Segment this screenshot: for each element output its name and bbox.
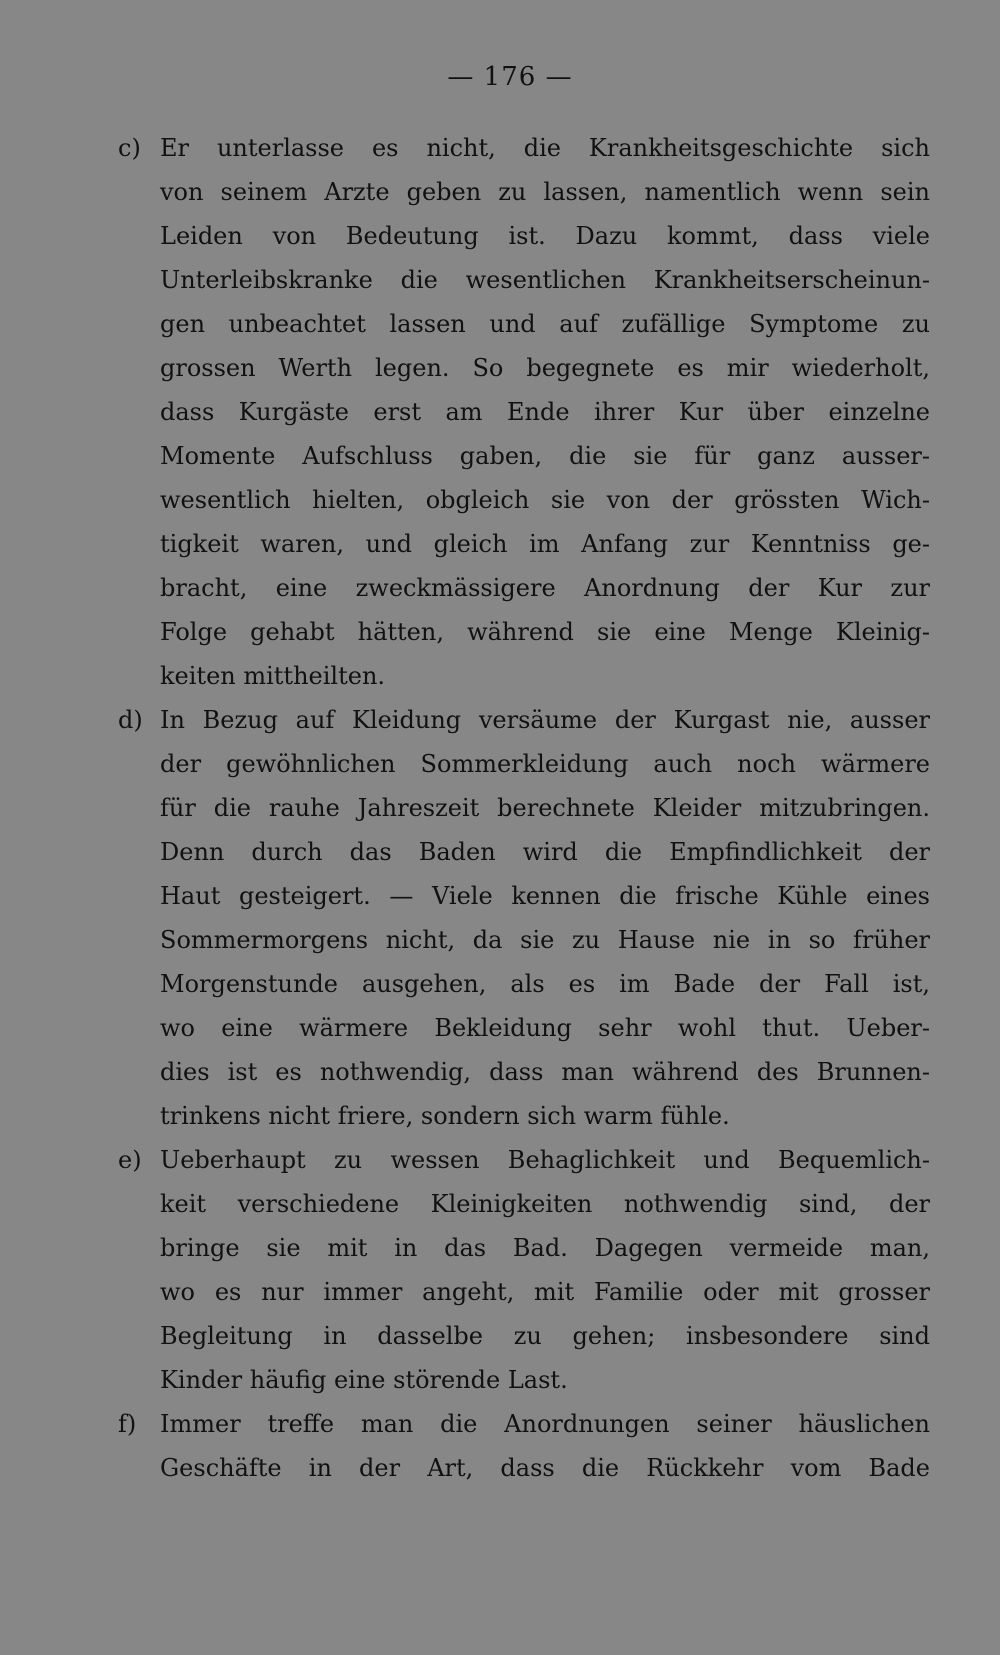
text-line: Sommermorgens nicht, da sie zu Hause nie in so früher	[160, 926, 930, 954]
text-line: Leiden von Bedeutung ist. Dazu kommt, dass viele	[160, 222, 930, 250]
text-line: Er unterlasse es nicht, die Krankheitsgeschichte sich	[160, 134, 930, 162]
text-line: von seinem Arzte geben zu lassen, namentlich wenn sein	[160, 178, 930, 206]
text-line: Immer treffe man die Anordnungen seiner häuslichen	[160, 1410, 930, 1438]
text-line: Geschäfte in der Art, dass die Rückkehr vom Bade	[160, 1454, 930, 1482]
text-line: Morgenstunde ausgehen, als es im Bade der Fall ist,	[160, 970, 930, 998]
text-line: gen unbeachtet lassen und auf zufällige Symptome zu	[160, 310, 930, 338]
list-item	[118, 126, 930, 698]
text-line: tigkeit waren, und gleich im Anfang zur Kenntniss ge-	[160, 530, 930, 558]
text-line: keit verschiedene Kleinigkeiten nothwendig sind, der	[160, 1190, 930, 1218]
text-line: Folge gehabt hätten, während sie eine Menge Kleinig-	[160, 618, 930, 646]
text-line: bracht, eine zweckmässigere Anordnung der Kur zur	[160, 574, 930, 602]
text-line: trinkens nicht friere, sondern sich warm fühle.	[160, 1102, 730, 1130]
text-line: wo es nur immer angeht, mit Familie oder mit grosser	[160, 1278, 930, 1306]
text-line: Momente Aufschluss gaben, die sie für ganz ausser-	[160, 442, 930, 470]
text-line: Kinder häufig eine störende Last.	[160, 1366, 568, 1394]
text-line: Haut gesteigert. — Viele kennen die frische Kühle eines	[160, 882, 930, 910]
text-line: Unterleibskranke die wesentlichen Krankheitserscheinun-	[160, 266, 930, 294]
text-line: bringe sie mit in das Bad. Dagegen vermeide man,	[160, 1234, 930, 1262]
text-line: für die rauhe Jahreszeit berechnete Kleider mitzubringen.	[160, 794, 930, 822]
text-line: Ueberhaupt zu wessen Behaglichkeit und Bequemlich-	[160, 1146, 930, 1174]
item-label: c)	[118, 134, 141, 162]
text-line: wesentlich hielten, obgleich sie von der grössten Wich-	[160, 486, 930, 514]
text-line: dass Kurgäste erst am Ende ihrer Kur über einzelne	[160, 398, 930, 426]
text-line: dies ist es nothwendig, dass man während des Brunnen-	[160, 1058, 930, 1086]
text-line: grossen Werth legen. So begegnete es mir wiederholt,	[160, 354, 930, 382]
list-item	[118, 698, 930, 1138]
text-line: Denn durch das Baden wird die Empfindlichkeit der	[160, 838, 930, 866]
item-label: f)	[118, 1410, 137, 1438]
item-label: d)	[118, 706, 143, 734]
text-line: In Bezug auf Kleidung versäume der Kurgast nie, ausser	[160, 706, 930, 734]
list-item	[118, 1402, 930, 1490]
text-line: keiten mittheilten.	[160, 662, 386, 690]
text-line: Begleitung in dasselbe zu gehen; insbesondere sind	[160, 1322, 930, 1350]
list-item	[118, 1138, 930, 1402]
text-line: wo eine wärmere Bekleidung sehr wohl thut. Ueber-	[160, 1014, 930, 1042]
text-line: der gewöhnlichen Sommerkleidung auch noch wärmere	[160, 750, 930, 778]
page-number: — 176 —	[447, 62, 573, 92]
item-label: e)	[118, 1146, 142, 1174]
